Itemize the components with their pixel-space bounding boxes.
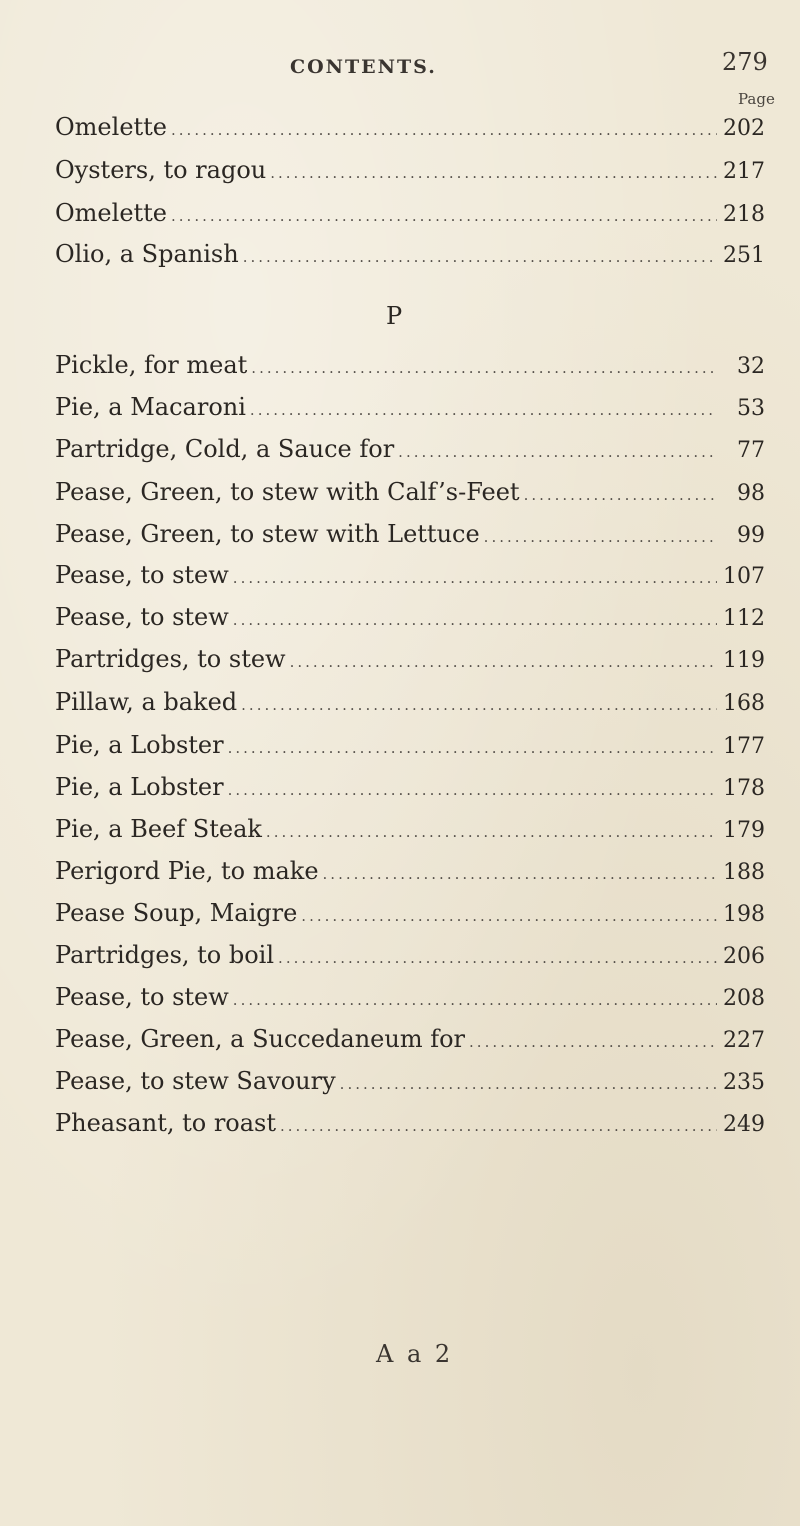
dot-leader — [251, 359, 717, 377]
entry-page: 235 — [723, 1070, 765, 1095]
entry-page: 177 — [723, 734, 765, 759]
entry-page: 217 — [723, 159, 765, 184]
entry-name: Omelette — [55, 113, 168, 141]
dot-leader — [233, 611, 717, 629]
index-entry — [55, 731, 765, 763]
dot-leader — [278, 949, 717, 967]
dot-leader — [524, 486, 717, 504]
entry-page: 227 — [723, 1028, 765, 1053]
entry-name: Oysters, to ragou — [55, 156, 267, 184]
entry-name: Partridge, Cold, a Sauce for — [55, 435, 395, 463]
entry-page: 32 — [737, 354, 765, 379]
entry-name: Pease, Green, to stew with Calf’s-Feet — [55, 478, 520, 506]
entry-page: 99 — [737, 523, 765, 548]
entry-name: Partridges, to stew — [55, 645, 286, 673]
index-entry — [55, 393, 765, 425]
entry-name: Partridges, to boil — [55, 941, 275, 969]
entry-page: 218 — [723, 202, 765, 227]
entry-name: Omelette — [55, 199, 168, 227]
index-entry — [55, 857, 765, 889]
dot-leader — [171, 207, 717, 225]
dot-leader — [243, 248, 717, 266]
entry-page: 251 — [723, 243, 765, 268]
dot-leader — [484, 528, 717, 546]
index-entry — [55, 1067, 765, 1099]
dot-leader — [469, 1033, 717, 1051]
page-column-label: Page — [738, 90, 775, 108]
entry-page: 178 — [723, 776, 765, 801]
entry-name: Pease Soup, Maigre — [55, 899, 298, 927]
index-entry — [55, 603, 765, 635]
dot-leader — [171, 121, 717, 139]
index-entry — [55, 561, 765, 593]
index-entry — [55, 199, 765, 231]
entry-name: Pease, to stew Savoury — [55, 1067, 336, 1095]
entry-page: 188 — [723, 860, 765, 885]
entry-page: 179 — [723, 818, 765, 843]
entry-name: Pie, a Lobster — [55, 773, 224, 801]
dot-leader — [266, 823, 717, 841]
index-entry — [55, 773, 765, 805]
index-entry — [55, 113, 765, 145]
index-entry — [55, 941, 765, 973]
entry-name: Pease, Green, a Succedaneum for — [55, 1025, 466, 1053]
index-entry — [55, 351, 765, 383]
index-entry — [55, 983, 765, 1015]
index-entry — [55, 688, 765, 720]
index-entry — [55, 1109, 765, 1141]
entry-page: 208 — [723, 986, 765, 1011]
entry-name: Pease, to stew — [55, 983, 229, 1011]
entry-name: Pie, a Macaroni — [55, 393, 246, 421]
dot-leader — [233, 569, 717, 587]
index-entry — [55, 240, 765, 272]
dot-leader — [250, 401, 717, 419]
entry-page: 168 — [723, 691, 765, 716]
page-number: 279 — [722, 48, 768, 76]
entry-name: Pease, Green, to stew with Lettuce — [55, 520, 480, 548]
entry-page: 98 — [737, 481, 765, 506]
index-entry — [55, 435, 765, 467]
dot-leader — [290, 653, 717, 671]
entry-page: 77 — [737, 438, 765, 463]
dot-leader — [233, 991, 717, 1009]
dot-leader — [323, 865, 717, 883]
entry-page: 198 — [723, 902, 765, 927]
dot-leader — [398, 443, 717, 461]
running-title: CONTENTS. — [290, 56, 437, 78]
entry-name: Pie, a Lobster — [55, 731, 224, 759]
entry-name: Olio, a Spanish — [55, 240, 239, 268]
index-entry — [55, 478, 765, 510]
dot-leader — [228, 781, 717, 799]
signature-mark: A a 2 — [376, 1340, 454, 1368]
entry-page: 206 — [723, 944, 765, 969]
entry-name: Pillaw, a baked — [55, 688, 238, 716]
entry-page: 107 — [723, 564, 765, 589]
entry-page: 202 — [723, 116, 765, 141]
index-entry — [55, 899, 765, 931]
index-entry — [55, 1025, 765, 1057]
entry-name: Pickle, for meat — [55, 351, 248, 379]
entry-name: Pease, to stew — [55, 603, 229, 631]
entry-name: Pease, to stew — [55, 561, 229, 589]
dot-leader — [228, 739, 717, 757]
dot-leader — [280, 1117, 717, 1135]
dot-leader — [340, 1075, 717, 1093]
entry-page: 119 — [723, 648, 765, 673]
entry-page: 112 — [723, 606, 765, 631]
index-entry — [55, 156, 765, 188]
entry-name: Perigord Pie, to make — [55, 857, 319, 885]
dot-leader — [301, 907, 717, 925]
index-entry — [55, 645, 765, 677]
dot-leader — [270, 164, 717, 182]
dot-leader — [241, 696, 717, 714]
section-letter: P — [386, 302, 403, 330]
entry-page: 53 — [737, 396, 765, 421]
index-entry — [55, 815, 765, 847]
index-entry — [55, 520, 765, 552]
entry-name: Pie, a Beef Steak — [55, 815, 262, 843]
entry-page: 249 — [723, 1112, 765, 1137]
entry-name: Pheasant, to roast — [55, 1109, 277, 1137]
